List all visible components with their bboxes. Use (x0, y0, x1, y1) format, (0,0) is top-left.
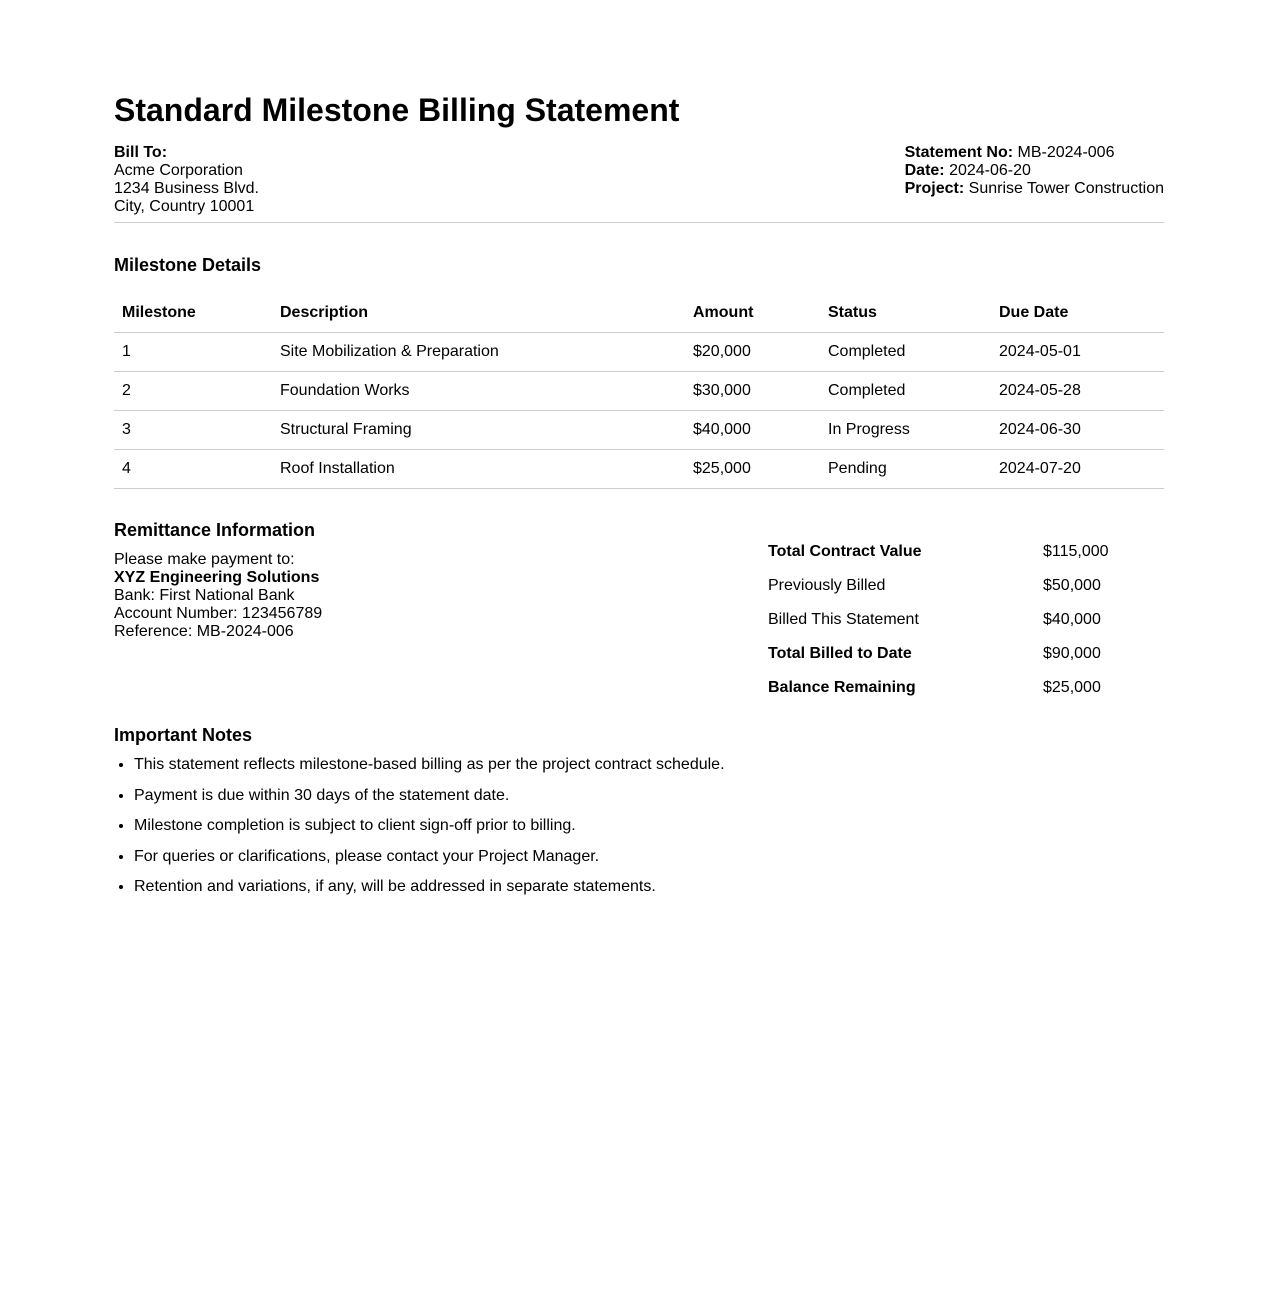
table-row (114, 333, 1164, 372)
remittance-company: XYZ Engineering Solutions (114, 569, 320, 586)
totals-row (766, 637, 1164, 671)
notes-list (114, 756, 1164, 896)
cell-amount: $25,000 (685, 450, 820, 489)
bill-to-street: 1234 Business Blvd. (114, 180, 259, 197)
statement-header (114, 144, 1164, 223)
cell-status: Completed (820, 333, 991, 372)
totals-row (766, 603, 1164, 637)
cell-status: In Progress (820, 411, 991, 450)
milestone-table (114, 294, 1164, 489)
totals-row (766, 671, 1164, 705)
totals-table (766, 535, 1164, 705)
totals-value: $90,000 (1043, 645, 1101, 662)
list-item: • Payment is due within 30 days of the statement date. (134, 787, 1164, 805)
col-header-description: Description (272, 294, 685, 333)
statement-page (114, 88, 1164, 909)
totals-value: $25,000 (1043, 679, 1101, 696)
totals-value: $115,000 (1043, 543, 1109, 560)
remittance-intro: Please make payment to: (114, 551, 295, 568)
bill-to-label: Bill To: (114, 144, 168, 161)
cell-status: Pending (820, 450, 991, 489)
cell-milestone: 2 (114, 372, 272, 411)
statement-date (905, 162, 1164, 180)
milestone-header-row (114, 294, 1164, 333)
statement-number-label: Statement No: (904, 144, 1014, 161)
statement-project (905, 180, 1164, 198)
totals-label: Total Billed to Date (768, 645, 912, 662)
bill-to-block (114, 144, 259, 216)
cell-amount: $40,000 (685, 411, 820, 450)
cell-due-date: 2024-05-28 (991, 372, 1164, 411)
totals-value: $40,000 (1043, 611, 1101, 628)
list-item: • For queries or clarifications, please contact your Project Manager. (134, 848, 1164, 866)
cell-description: Roof Installation (272, 450, 685, 489)
bill-to-name: Acme Corporation (114, 162, 243, 179)
remittance-heading: Remittance Information (114, 520, 316, 540)
totals-row (766, 535, 1164, 569)
page-title: Standard Milestone Billing Statement (114, 92, 680, 128)
statement-number (905, 144, 1164, 162)
list-item: • This statement reflects milestone-based billing as per the project contract schedule. (134, 756, 1164, 774)
col-header-status: Status (820, 294, 991, 333)
statement-meta (905, 144, 1164, 198)
project-label: Project: (904, 180, 965, 197)
milestone-heading: Milestone Details (114, 255, 262, 275)
totals-label: Billed This Statement (768, 611, 919, 628)
project-value: Sunrise Tower Construction (968, 180, 1164, 197)
remittance-section (114, 519, 614, 641)
cell-description: Site Mobilization & Preparation (272, 333, 685, 372)
bill-to-city: City, Country 10001 (114, 198, 255, 215)
col-header-due-date: Due Date (991, 294, 1164, 333)
statement-date-label: Date: (904, 162, 945, 179)
remittance-reference: Reference: MB-2024-006 (114, 623, 294, 640)
cell-amount: $20,000 (685, 333, 820, 372)
remittance-account: Account Number: 123456789 (114, 605, 323, 622)
notes-heading: Important Notes (114, 725, 253, 745)
list-item: • Milestone completion is subject to client sign-off prior to billing. (134, 817, 1164, 835)
totals-label: Total Contract Value (768, 543, 922, 560)
cell-milestone: 4 (114, 450, 272, 489)
table-row (114, 450, 1164, 489)
remittance-bank: Bank: First National Bank (114, 587, 295, 604)
cell-description: Structural Framing (272, 411, 685, 450)
totals-row (766, 569, 1164, 603)
remittance-and-totals (114, 519, 1164, 724)
statement-date-value: 2024-06-20 (949, 162, 1031, 179)
milestone-section (114, 254, 1164, 489)
cell-milestone: 1 (114, 333, 272, 372)
table-row (114, 372, 1164, 411)
cell-description: Foundation Works (272, 372, 685, 411)
cell-status: Completed (820, 372, 991, 411)
cell-milestone: 3 (114, 411, 272, 450)
cell-due-date: 2024-07-20 (991, 450, 1164, 489)
cell-due-date: 2024-06-30 (991, 411, 1164, 450)
statement-number-value: MB-2024-006 (1017, 144, 1115, 161)
remittance-details (114, 551, 614, 641)
col-header-milestone: Milestone (114, 294, 272, 333)
notes-section (114, 724, 1164, 896)
col-header-amount: Amount (685, 294, 820, 333)
cell-amount: $30,000 (685, 372, 820, 411)
totals-value: $50,000 (1043, 577, 1101, 594)
totals-label: Balance Remaining (768, 679, 916, 696)
list-item: • Retention and variations, if any, will be addressed in separate statements. (134, 878, 1164, 896)
cell-due-date: 2024-05-01 (991, 333, 1164, 372)
table-row (114, 411, 1164, 450)
totals-label: Previously Billed (768, 577, 886, 594)
